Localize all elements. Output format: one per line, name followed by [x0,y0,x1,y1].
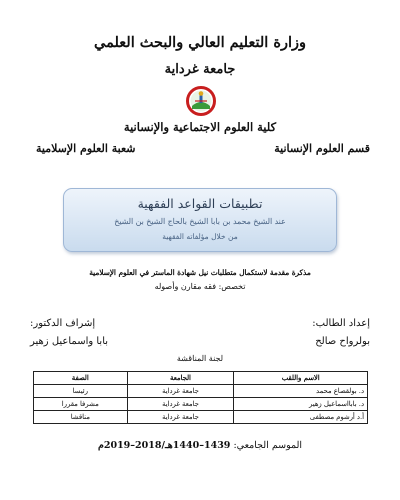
member-name: أ.د أرشوم مصطفى [234,411,368,424]
member-university: جامعة غرداية [127,411,234,424]
branch-name: شعبة العلوم الإسلامية [36,142,136,155]
committee-title: لجنة المناقشة [176,354,224,363]
table-row [34,398,368,411]
thesis-title: تطبيقات القواعد الفقهية [137,196,263,211]
academic-season [0,440,400,451]
column-header-role: الصفة [34,372,128,385]
thesis-title-banner [63,188,337,252]
season-label: الموسم الجامعي: [233,440,303,451]
member-role: رئيسا [34,385,128,398]
department-name: قسم العلوم الإنسانية [274,142,370,155]
memo-statement: مذكرة مقدمة لاستكمال متطلبات نيل شهادة الماستر في العلوم الإسلامية [89,268,311,277]
committee-table [33,371,368,424]
supervisor-label: إشراف الدكتور: [30,318,96,329]
member-name: د. بابااسماعيل زهير [234,398,368,411]
specialization: تخصص: فقه مقارن وأصوله [154,282,246,291]
column-header-university: الجامعة [127,372,234,385]
student-name: بولرواح صالح [315,336,370,347]
table-header-row [34,372,368,385]
column-header-name: الاسم واللقب [234,372,368,385]
university-emblem-icon [186,86,216,116]
member-role: مشرفا مقررا [34,398,128,411]
faculty-name: كلية العلوم الاجتماعية والإنسانية [123,120,277,134]
table-row [34,385,368,398]
table-row [34,411,368,424]
ministry-title: وزارة التعليم العالي والبحث العلمي [94,34,306,51]
thesis-subtitle-line2: من خلال مؤلفاته الفقهية [162,232,238,241]
supervisor-name: بابا واسماعيل زهير [30,336,109,347]
season-years: 1439–1440هـ/2018–2019م [97,440,231,451]
member-university: جامعة غرداية [127,385,234,398]
member-university: جامعة غرداية [127,398,234,411]
university-name: جامعة غرداية [164,62,236,77]
member-name: د. بولقصاع محمد [234,385,368,398]
member-role: مناقشا [34,411,128,424]
thesis-subtitle-line1: عند الشيخ محمد بن بابا الشيخ بالحاج الشيخ بن الشيخ [114,217,286,226]
student-label: إعداد الطالب: [312,318,370,329]
